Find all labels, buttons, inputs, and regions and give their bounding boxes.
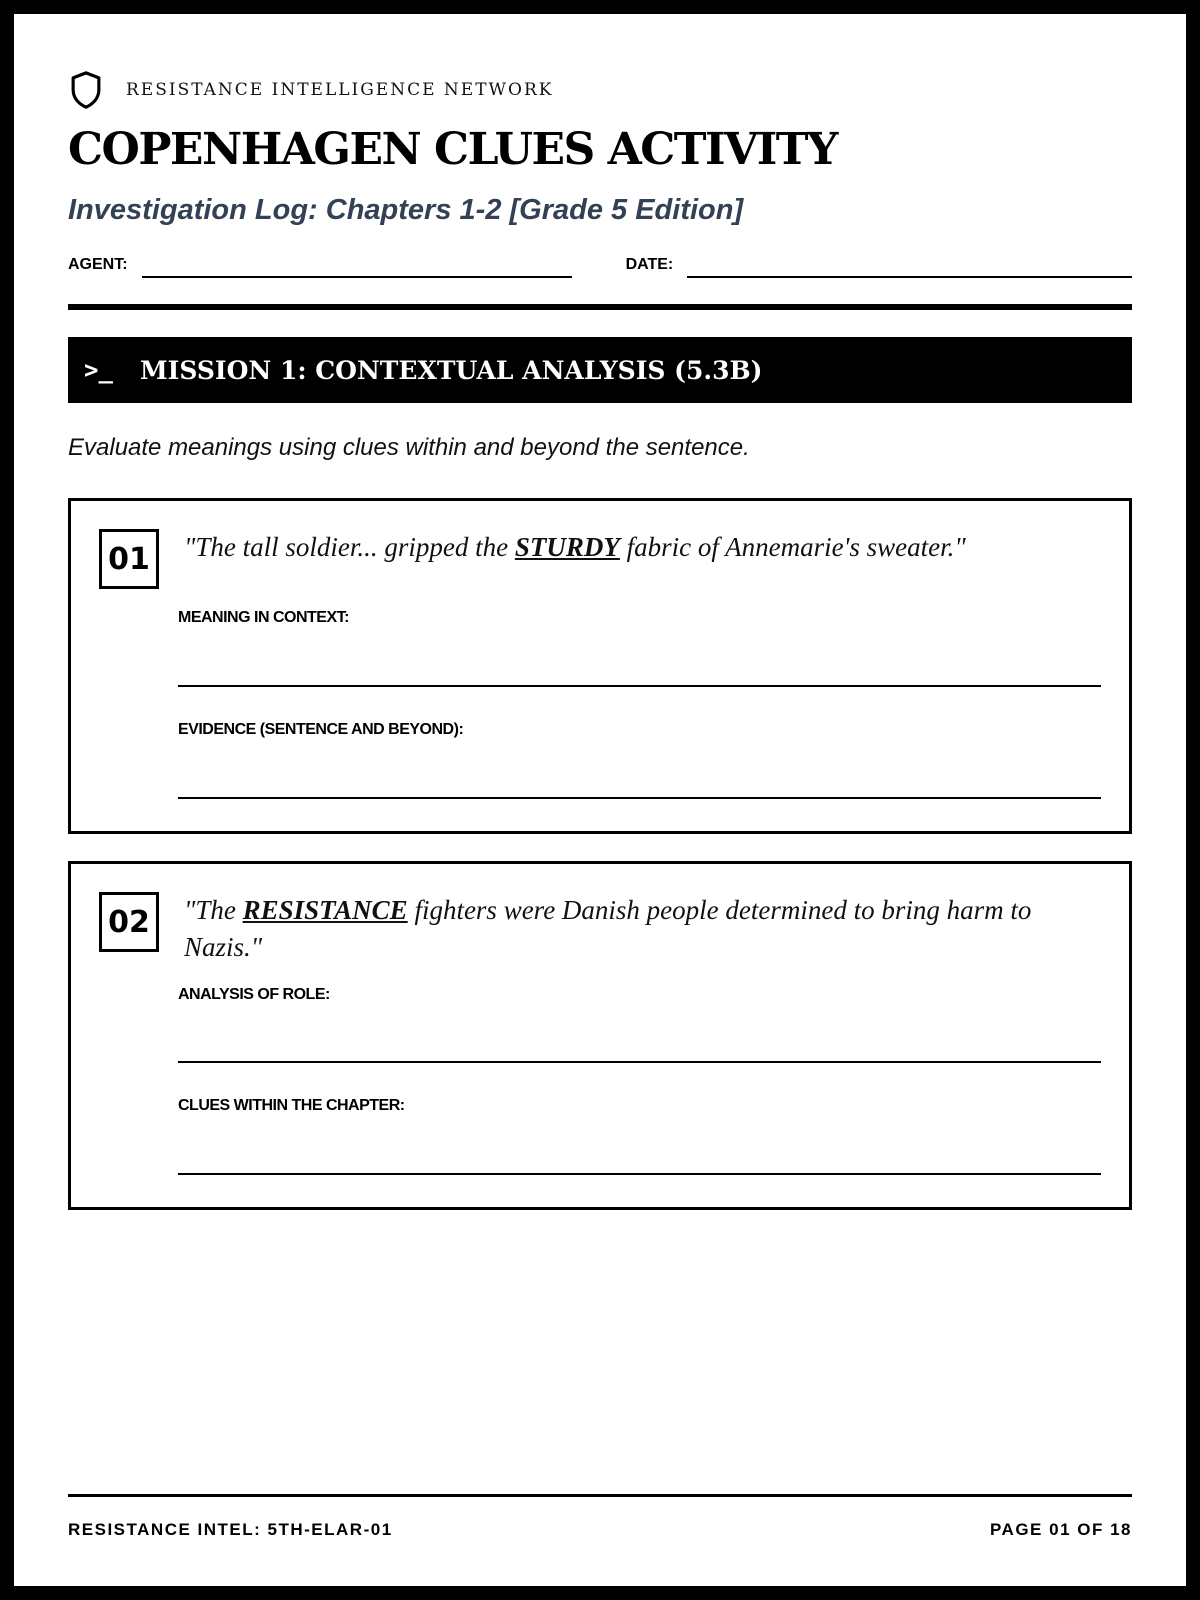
page-number: PAGE 01 OF 18 [989, 1520, 1132, 1539]
footer [68, 1520, 1132, 1540]
terminal-prompt-icon: >_ [84, 356, 113, 384]
meaning-label: MEANING IN CONTEXT: [178, 609, 349, 626]
meaning-answer-line[interactable] [178, 685, 1101, 687]
analysis-label: ANALYSIS OF ROLE: [178, 986, 330, 1003]
clues-answer-line[interactable] [178, 1173, 1101, 1175]
mission-title: MISSION 1: CONTEXTUAL ANALYSIS (5.3B) [140, 355, 763, 385]
mission-instruction: Evaluate meanings using clues within and beyond the sentence. [68, 434, 750, 461]
agent-label: AGENT: [68, 256, 128, 273]
date-field[interactable] [687, 252, 1132, 278]
divider [68, 304, 1132, 310]
mission-banner [68, 337, 1132, 403]
evidence-label: EVIDENCE (SENTENCE AND BEYOND): [178, 721, 464, 738]
page-title: COPENHAGEN CLUES ACTIVITY [68, 124, 837, 175]
clues-label: CLUES WITHIN THE CHAPTER: [178, 1097, 405, 1114]
date-label: DATE: [625, 256, 674, 273]
question-quote [184, 529, 1049, 566]
brand-header [68, 70, 553, 110]
worksheet-page [14, 14, 1186, 1586]
agent-field[interactable] [142, 252, 572, 278]
question-number: 02 [99, 892, 159, 952]
quote-text: "The [184, 895, 243, 925]
quote-text: "The tall soldier... gripped the [184, 532, 515, 562]
footer-code: RESISTANCE INTEL: 5TH-ELAR-01 [68, 1520, 393, 1539]
brand-name: RESISTANCE INTELLIGENCE NETWORK [126, 80, 554, 100]
shield-icon [68, 70, 104, 110]
question-card [68, 498, 1132, 834]
agent-date-fields [68, 252, 1132, 278]
question-number: 01 [99, 529, 159, 589]
question-card [68, 861, 1132, 1210]
quote-text: fabric of Annemarie's sweater." [619, 532, 966, 562]
footer-divider [68, 1494, 1132, 1497]
vocabulary-word: STURDY [514, 532, 620, 562]
quote-text: fighters were Danish people determined to bring harm to Nazis." [184, 895, 1032, 962]
analysis-answer-line[interactable] [178, 1061, 1101, 1063]
question-quote [184, 892, 1049, 966]
page-subtitle: Investigation Log: Chapters 1-2 [Grade 5 Edition] [68, 194, 744, 226]
vocabulary-word: RESISTANCE [242, 895, 408, 925]
evidence-answer-line[interactable] [178, 797, 1101, 799]
